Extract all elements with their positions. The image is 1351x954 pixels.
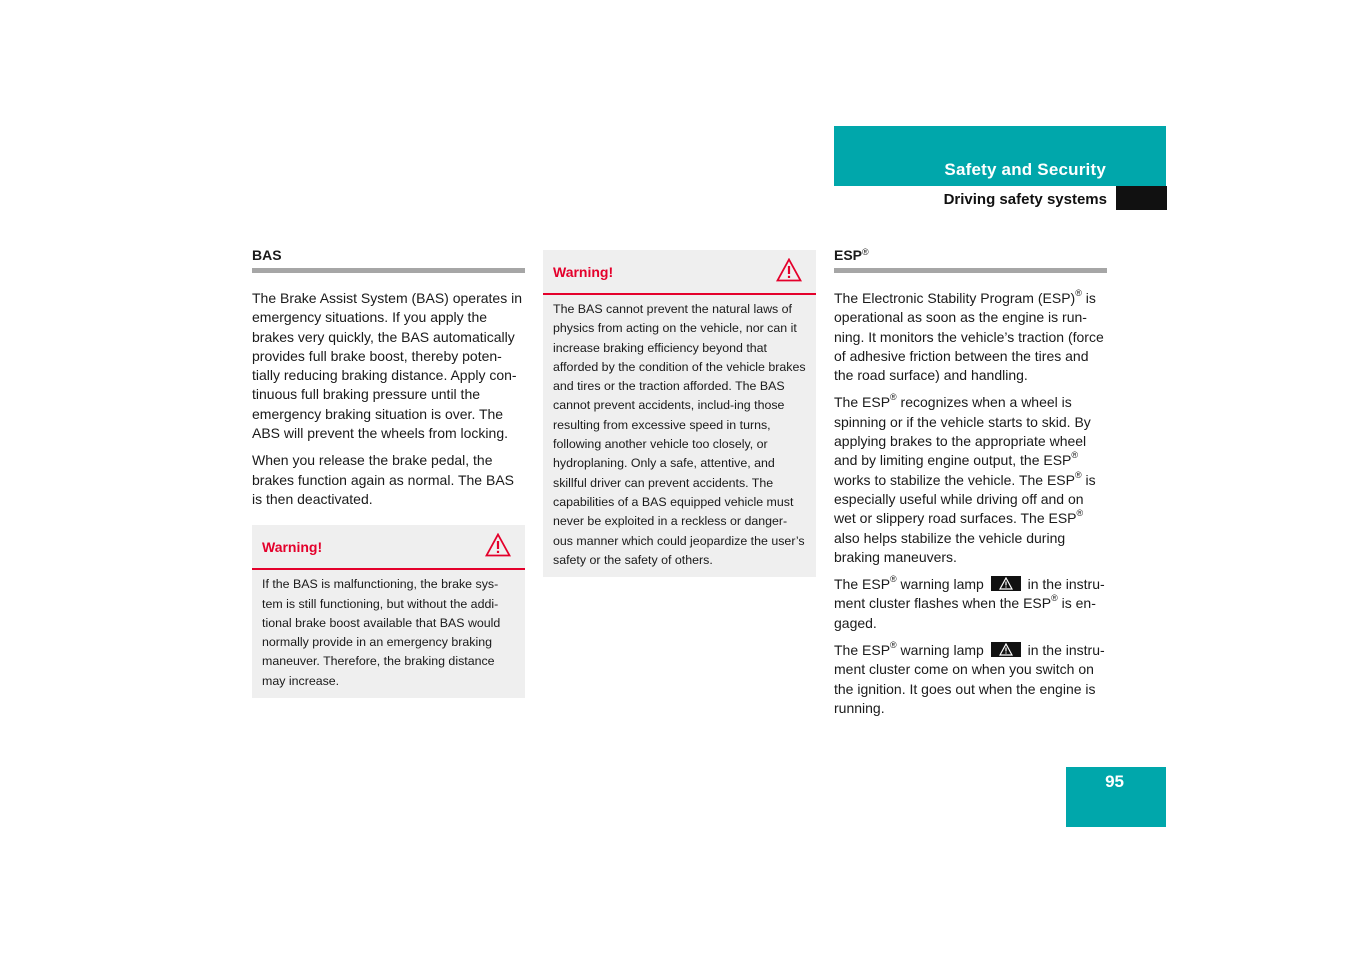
esp-warning-lamp-icon [991, 642, 1021, 657]
page-number-box [1066, 767, 1166, 827]
bas-column [252, 246, 525, 698]
esp-warning-lamp-icon [991, 576, 1021, 591]
esp-heading: ESP® [834, 246, 1107, 273]
bas-limits-warning-box [543, 250, 816, 577]
warning-header [543, 250, 816, 295]
bas-warning-box [252, 525, 525, 698]
esp-column [834, 246, 1107, 726]
warning-header [252, 525, 525, 570]
warning-text: If the BAS is malfunctioning, the brake sys-tem is still functioning, but without the addi-tional brake boost available that BAS would normally provide in an emergency braking maneuver. Therefore, the braking distance may increase. [262, 577, 501, 688]
warning-triangle-icon [776, 258, 802, 282]
esp-paragraph-4: The ESP® warning lamp in the instru-ment cluster come on when you switch on the ignition. It goes out when the engine is running. [834, 640, 1105, 716]
section-title: Safety and Security [944, 160, 1106, 179]
page-number: 95 [1105, 772, 1124, 791]
chapter-tab-marker [1116, 186, 1167, 210]
warning-label: Warning! [553, 264, 614, 280]
warning-triangle-icon [485, 533, 511, 557]
esp-paragraph-1: The Electronic Stability Program (ESP)® is operational as soon as the engine is run-ning. It monitors the vehicle’s traction (force of adhesive friction between the tires and the road surface) and handling. [834, 288, 1104, 384]
subsection-title: Driving safety systems [943, 191, 1107, 208]
bas-paragraph-1: The Brake Assist System (BAS) operates in emergency situations. If you apply the brakes very quickly, the BAS automatically provides full brake boost, thereby poten-tially reducing braking distance. Apply con-tinuous full braking pressure until the emergency braking situation is over. The ABS will prevent the wheels from locking. [252, 290, 522, 442]
esp-paragraph-2: The ESP® recognizes when a wheel is spinning or if the vehicle starts to skid. By applying brakes to the appropriate wheel and by limiting engine output, the ESP® works to stabilize the vehicle. The ESP® is especially useful while driving off and on wet or slippery road surfaces. The ESP® also helps stabilize the vehicle during braking maneuvers. [834, 392, 1096, 565]
warning-label: Warning! [262, 539, 323, 556]
warning-text: The BAS cannot prevent the natural laws of physics from acting on the vehicle, nor can it increase braking efficiency beyond that afforded by the condition of the vehicle brakes and tires or the traction afforded. The BAS cannot prevent accidents, includ-ing those resulting from excessive speed in turns, following another vehicle too closely, or hydroplaning. Only a safe, attentive, and skillful driver can prevent accidents. The capabilities of a BAS equipped vehicle must never be exploited in a reckless or danger-ous manner which could jeopardize the user’s safety or the safety of others. [553, 302, 806, 567]
bas-warning-column [543, 250, 816, 577]
esp-paragraph-3: The ESP® warning lamp in the instru-ment cluster flashes when the ESP® is en-gaged. [834, 574, 1105, 631]
header-section-box [834, 126, 1166, 186]
bas-heading: BAS [252, 246, 525, 273]
bas-paragraph-2: When you release the brake pedal, the brakes function again as normal. The BAS is then deactivated. [252, 452, 515, 507]
